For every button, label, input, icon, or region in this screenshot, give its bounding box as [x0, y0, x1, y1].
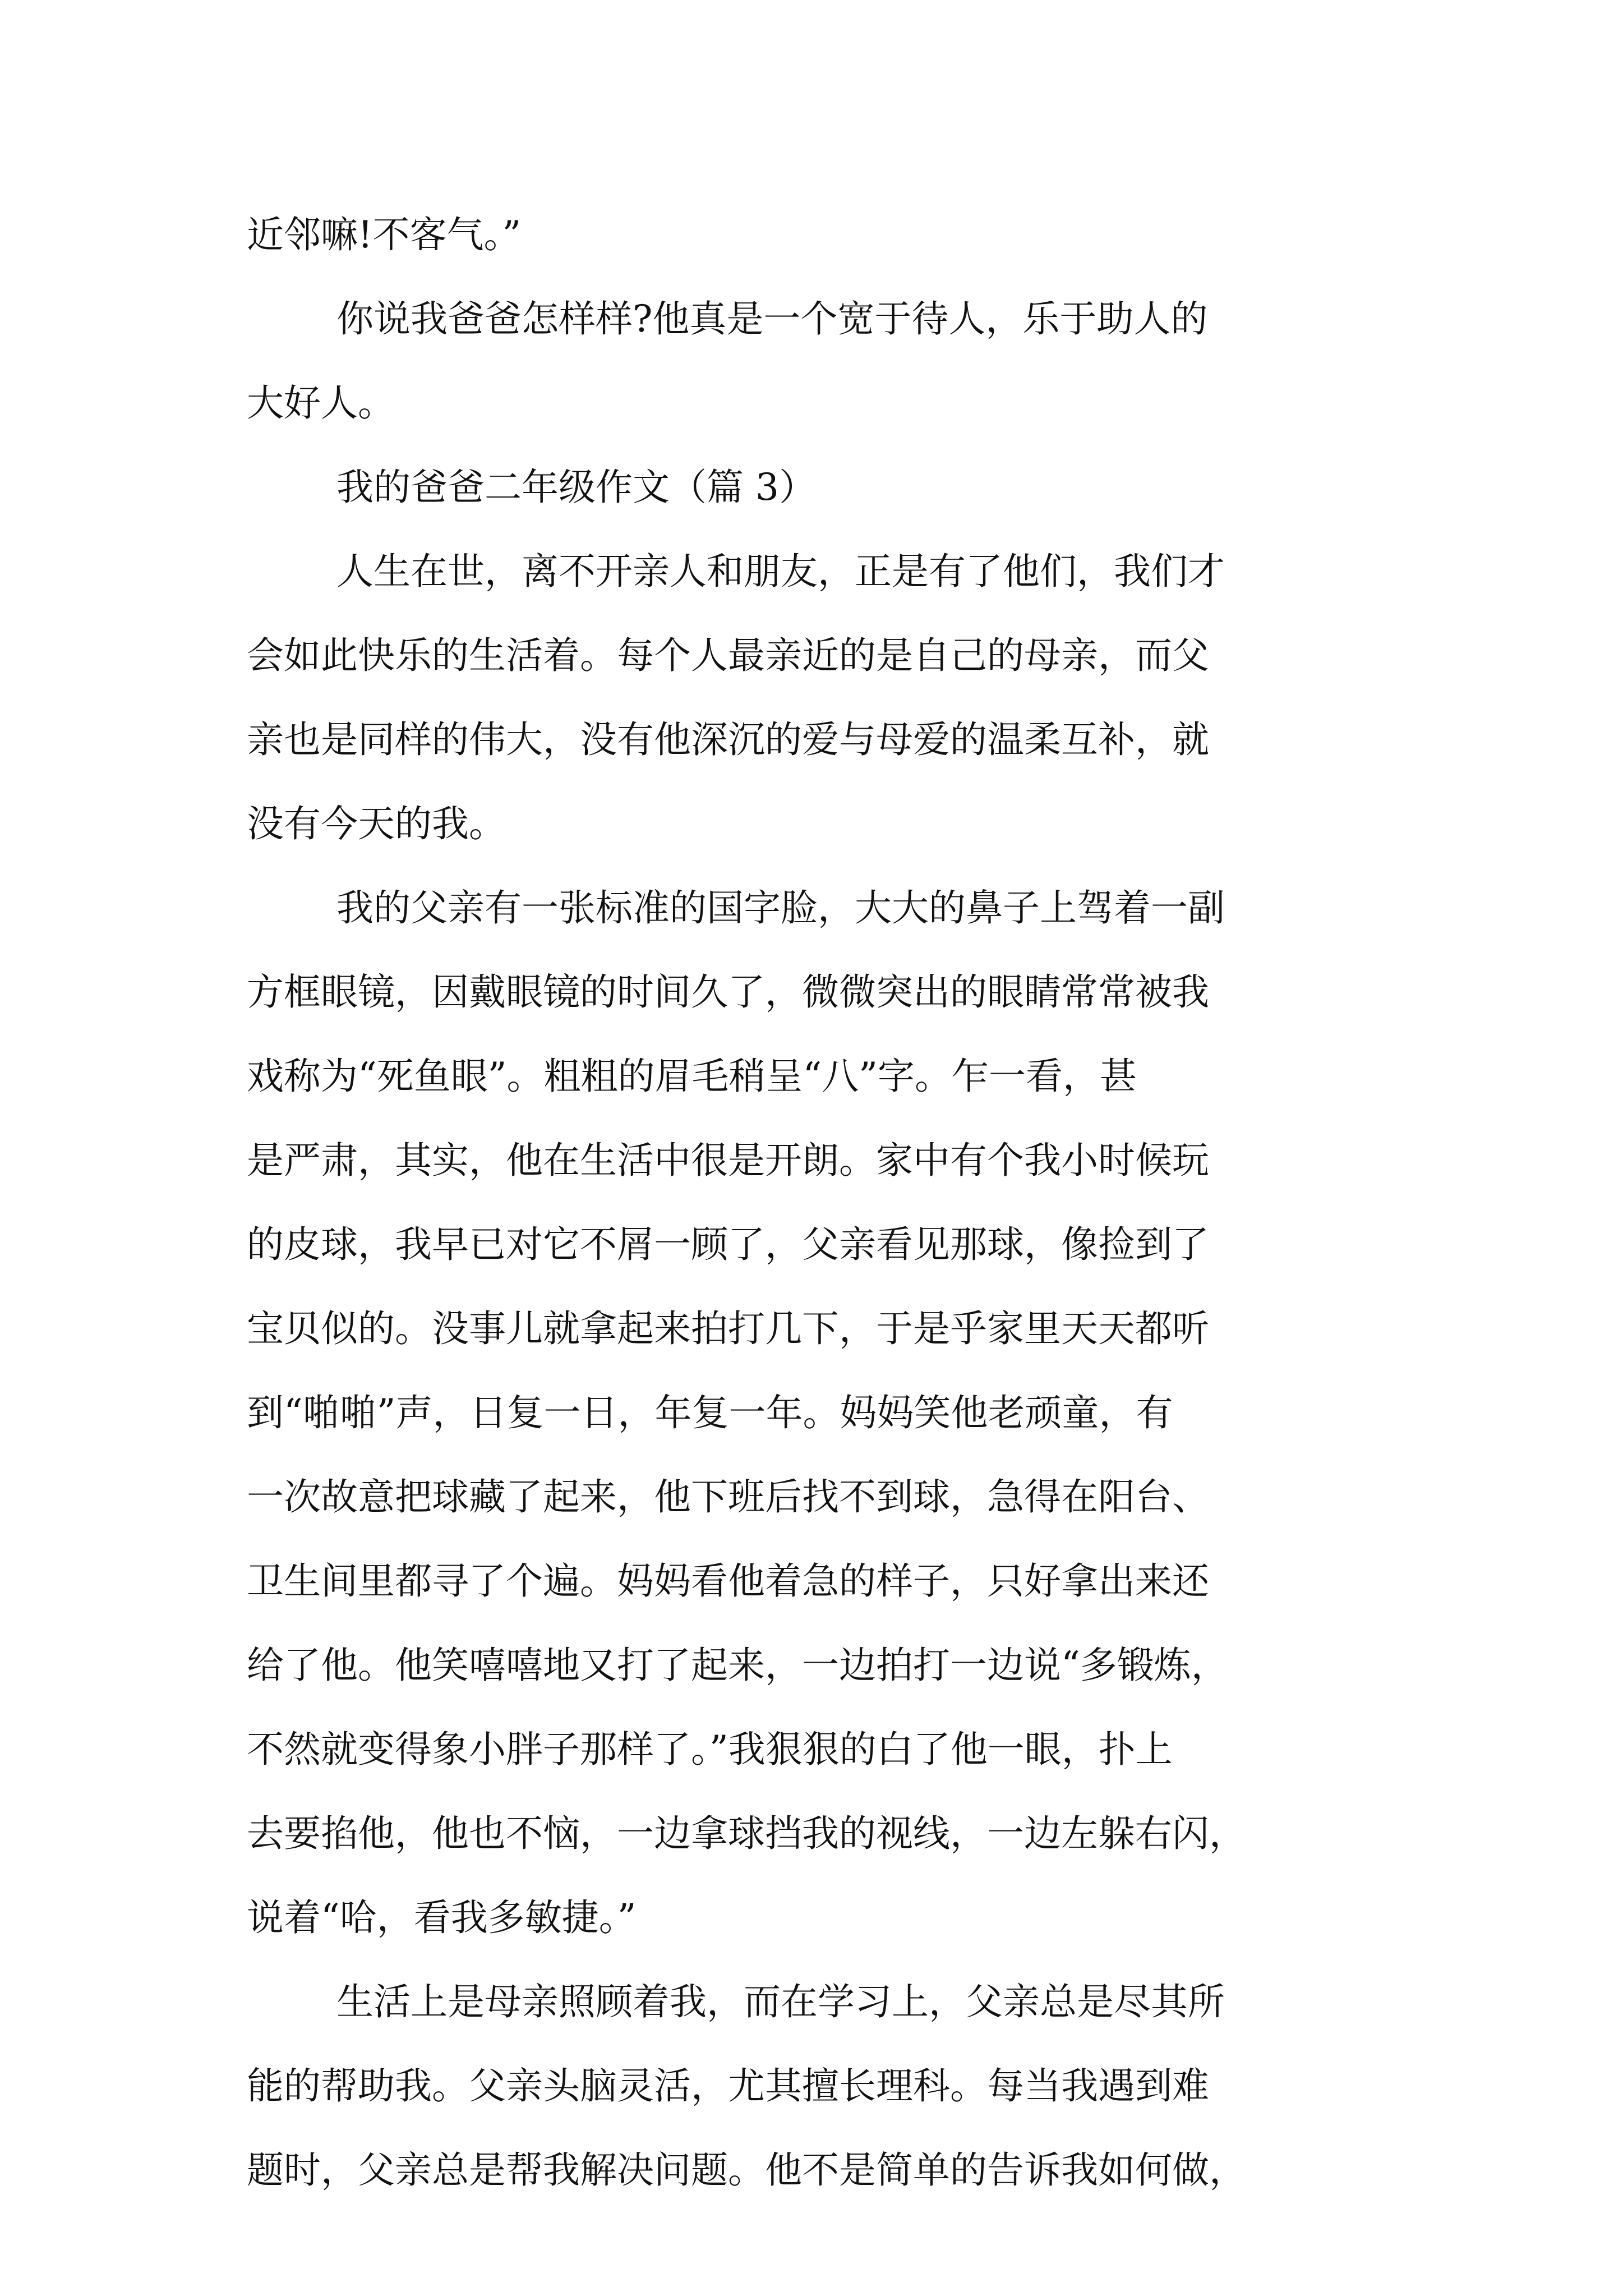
text-line: 大好人。 [247, 381, 395, 425]
text-line: 你说我爸爸怎样样?他真是一个宽于待人，乐于助人的 [336, 297, 1208, 341]
text-line: 说着“哈，看我多敏捷。” [247, 1896, 637, 1939]
text-line: 到“啪啪”声，日复一日，年复一年。妈妈笑他老顽童，有 [247, 1391, 1173, 1434]
text-line: 一次故意把球藏了起来，他下班后找不到球，急得在阳台、 [247, 1475, 1209, 1519]
text-line: 近邻嘛!不客气。” [247, 213, 522, 256]
text-line: 能的帮助我。父亲头脑灵活，尤其擅长理科。每当我遇到难 [247, 2064, 1209, 2108]
text-line: 卫生间里都寻了个遍。妈妈看他着急的样子，只好拿出来还 [247, 1559, 1209, 1603]
text-line: 戏称为“死鱼眼”。粗粗的眉毛稍呈“八”字。乍一看，甚 [247, 1055, 1137, 1098]
text-line: 题时，父亲总是帮我解决问题。他不是简单的告诉我如何做， [247, 2148, 1246, 2192]
text-line: 会如此快乐的生活着。每个人最亲近的是自己的母亲，而父 [247, 634, 1209, 677]
text-line: 去要掐他，他也不恼，一边拿球挡我的视线，一边左躲右闪， [247, 1812, 1246, 1855]
text-line: 人生在世，离不开亲人和朋友，正是有了他们，我们才 [336, 550, 1225, 593]
text-line: 方框眼镜，因戴眼镜的时间久了，微微突出的眼睛常常被我 [247, 970, 1209, 1014]
text-line: 的皮球，我早已对它不屑一顾了，父亲看见那球，像捡到了 [247, 1223, 1209, 1266]
text-line: 是严肃，其实，他在生活中很是开朗。家中有个我小时候玩 [247, 1139, 1209, 1182]
text-line: 没有今天的我。 [247, 802, 506, 845]
text-line: 宝贝似的。没事儿就拿起来拍打几下，于是乎家里天天都听 [247, 1307, 1209, 1350]
section-heading: 我的爸爸二年级作文（篇 3） [336, 466, 816, 509]
text-line: 不然就变得象小胖子那样了。”我狠狠的白了他一眼，扑上 [247, 1728, 1173, 1771]
text-line: 我的父亲有一张标准的国字脸，大大的鼻子上驾着一副 [336, 886, 1225, 930]
text-line: 亲也是同样的伟大，没有他深沉的爱与母爱的温柔互补，就 [247, 718, 1209, 761]
text-line: 生活上是母亲照顾着我，而在学习上，父亲总是尽其所 [336, 1980, 1225, 2023]
text-line: 给了他。他笑嘻嘻地又打了起来，一边拍打一边说“多锻炼， [247, 1644, 1228, 1687]
